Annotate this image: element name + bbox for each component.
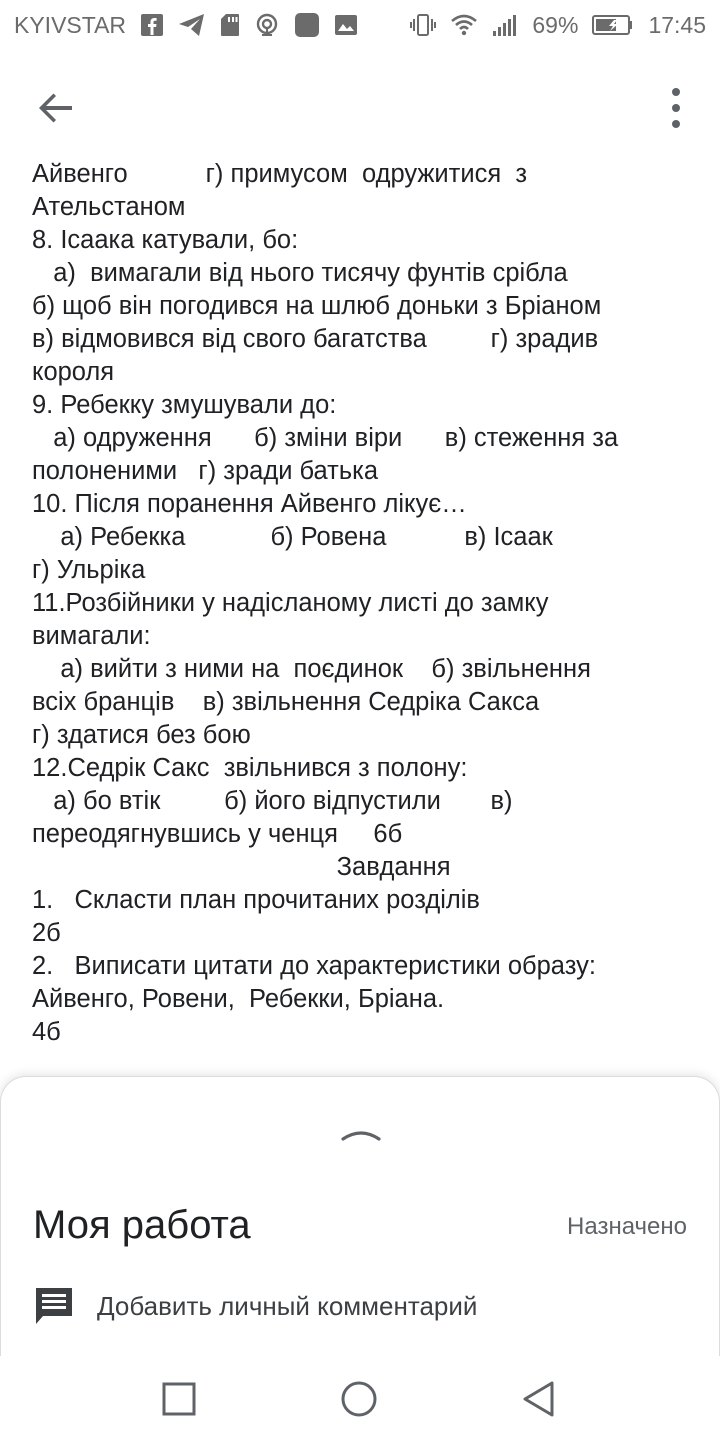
text-line: 8. Ісаака катували, бо:: [32, 226, 299, 254]
system-back-button[interactable]: [518, 1378, 560, 1420]
text-line: Айвенго, Ровени, Ребекки, Бріана.: [32, 985, 445, 1013]
more-vert-icon: [650, 82, 702, 134]
text-line: б) щоб він погодився на шлюб доньки з Бріаном: [32, 292, 602, 320]
add-comment-button[interactable]: [33, 1279, 673, 1333]
sheet-title: Моя работа: [33, 1203, 251, 1247]
wifi-icon: [450, 13, 478, 37]
carrier-label: KYIVSTAR: [14, 11, 127, 38]
text-line: в) відмовився від свого багатства г) зрадив: [32, 325, 599, 353]
text-line: г) здатися без бою: [32, 721, 251, 749]
more-options-button[interactable]: [650, 82, 702, 134]
text-line: а) Ребекка б) Ровена в) Ісаак: [32, 523, 553, 551]
sheet-expand-button[interactable]: [339, 1125, 383, 1145]
text-line: вимагали:: [32, 622, 151, 650]
home-button[interactable]: [338, 1378, 380, 1420]
image-icon: [334, 13, 358, 37]
recents-square-icon: [158, 1378, 200, 1420]
recents-button[interactable]: [158, 1378, 200, 1420]
telegram-icon: [178, 13, 206, 37]
status-bar-left: [14, 12, 358, 39]
text-line: а) вимагали від нього тисячу фунтів срібла: [32, 259, 568, 287]
comment-icon: [33, 1285, 75, 1327]
text-line: 2б: [32, 919, 61, 947]
text-line: Айвенго г) примусом одружитися з: [32, 160, 528, 188]
text-line: Завдання: [32, 853, 451, 881]
app-icon: [294, 12, 320, 38]
app-bar: [0, 60, 720, 148]
system-nav-bar: [0, 1356, 720, 1440]
text-line: полоненими г) зради батька: [32, 457, 379, 485]
vibrate-icon: [410, 13, 436, 37]
assignment-text: [32, 158, 692, 1049]
status-bar-right: [410, 12, 706, 39]
clock: 17:45: [648, 11, 706, 38]
status-bar: [0, 0, 720, 50]
text-line: 2. Виписати цитати до характеристики образу:: [32, 952, 596, 980]
battery-percent: 69%: [532, 11, 579, 38]
battery-icon: [592, 13, 634, 37]
text-line: 9. Ребекку змушували до:: [32, 391, 337, 419]
chevron-up-icon: [339, 1125, 383, 1145]
back-triangle-icon: [518, 1378, 560, 1420]
signal-icon: [492, 13, 518, 37]
hotspot-icon: [254, 13, 280, 37]
text-line: 10. Після поранення Айвенго лікує…: [32, 490, 467, 518]
text-line: а) одруження б) зміни віри в) стеження за: [32, 424, 619, 452]
status-badge: Назначено: [567, 1213, 687, 1240]
text-line: всіх бранців в) звільнення Седріка Сакса: [32, 688, 540, 716]
text-line: 12.Седрік Сакс звільнився з полону:: [32, 754, 468, 782]
text-line: г) Ульріка: [32, 556, 146, 584]
text-line: короля: [32, 358, 115, 386]
home-circle-icon: [338, 1378, 380, 1420]
text-line: Ательстаном: [32, 193, 186, 221]
text-line: а) бо втік б) його відпустили в): [32, 787, 513, 815]
add-comment-label: Добавить личный комментарий: [97, 1290, 478, 1321]
my-work-sheet: [0, 1076, 720, 1376]
text-line: 11.Розбійники у надісланому листі до замку: [32, 589, 549, 617]
facebook-icon: [140, 13, 164, 37]
text-line: а) вийти з ними на поєдинок б) звільнення: [32, 655, 591, 683]
text-line: 4б: [32, 1018, 61, 1046]
back-button[interactable]: [32, 84, 80, 132]
sd-card-icon: [220, 13, 240, 37]
text-line: 1. Скласти план прочитаних розділів: [32, 886, 480, 914]
text-line: переодягнувшись у ченця 6б: [32, 820, 403, 848]
arrow-left-icon: [32, 84, 80, 132]
